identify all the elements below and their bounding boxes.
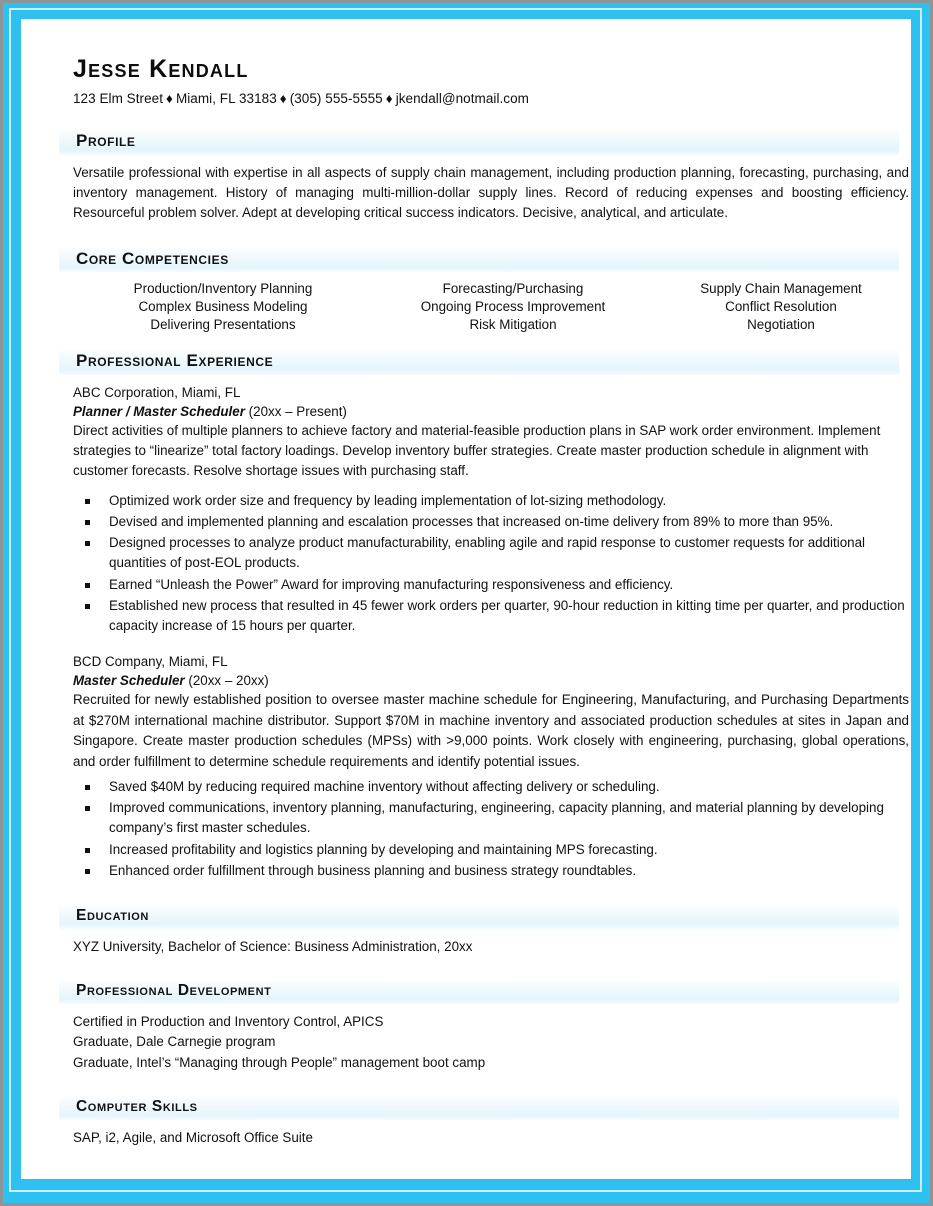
job-dates-value: (20xx – 20xx) (188, 673, 269, 689)
job-dates-value: (20xx – Present) (248, 403, 347, 419)
list-item: Devised and implemented planning and escalation processes that increased on-time delivery from 89% to more than 95%. (73, 512, 909, 532)
list-item: Improved communications, inventory planning, manufacturing, engineering, capacity planning, and material planning by developing company’s first master schedules. (73, 798, 909, 838)
core-competencies-grid (73, 280, 909, 333)
education-entry: XYZ University, Bachelor of Science: Business Administration, 20xx (73, 938, 473, 954)
contact-separator-icon: ♦ (279, 91, 287, 106)
section-header-professional-development (59, 979, 899, 1004)
section-title-profile: Profile (76, 131, 136, 150)
section-title-core-competencies: Core Competencies (76, 248, 229, 268)
list-item: Risk Mitigation (469, 316, 557, 332)
list-item: Designed processes to analyze product manufacturability, enabling agile and rapid response to customer requests for additional quantities of post-EOL products. (73, 533, 909, 573)
development-entry: Graduate, Dale Carnegie program (73, 1034, 276, 1050)
job-bullet-list (73, 777, 909, 881)
section-header-core-competencies (59, 246, 899, 273)
list-item: Negotiation (747, 316, 815, 332)
section-header-professional-experience (59, 348, 899, 375)
competency-column (373, 280, 653, 333)
resume-document (21, 19, 911, 1179)
list-item: Earned “Unleash the Power” Award for improving manufacturing responsiveness and efficiency. (73, 575, 909, 595)
section-title-computer-skills: Computer Skills (76, 1098, 198, 1116)
section-title-education: Education (76, 906, 149, 924)
development-entry: Certified in Production and Inventory Control, APICS (73, 1013, 384, 1029)
job-title-line (73, 402, 881, 421)
section-header-profile (59, 128, 899, 155)
job-summary: Direct activities of multiple planners to achieve factory and material-feasible production plans in SAP work order environment. Implement strategies to “linearize” total factory loadings. Develop inventory buffer strategies. Create master production schedule in alignment with customer forecasts. Resolve shortage issues with purchasing staff. (73, 422, 881, 479)
contact-address: 123 Elm Street (73, 91, 163, 106)
section-title-professional-experience: Professional Experience (76, 351, 274, 371)
page-title: Jesse Kendall (73, 55, 249, 83)
list-item: Supply Chain Management (700, 281, 862, 297)
contact-email: jkendall@notmail.com (395, 91, 529, 106)
skills-entry: SAP, i2, Agile, and Microsoft Office Suite (73, 1129, 313, 1145)
contact-city-state-zip: Miami, FL 33183 (175, 91, 277, 106)
list-item: Enhanced order fulfillment through business planning and business strategy roundtables. (73, 861, 909, 881)
job-company: BCD Company, Miami, FL (73, 654, 228, 670)
list-item: Increased profitability and logistics planning by developing and maintaining MPS forecasting. (73, 840, 909, 860)
section-title-professional-development: Professional Development (76, 982, 272, 1000)
list-item: Delivering Presentations (150, 316, 296, 332)
job-title: Master Scheduler (73, 673, 185, 689)
list-item: Complex Business Modeling (138, 298, 308, 314)
job-title-line (73, 671, 881, 690)
contact-phone: (305) 555-5555 (289, 91, 383, 106)
contact-separator-icon: ♦ (166, 91, 173, 106)
job-company: ABC Corporation, Miami, FL (73, 384, 241, 400)
list-item: Forecasting/Purchasing (442, 281, 584, 297)
list-item: Saved $40M by reducing required machine inventory without affecting delivery or scheduling. (73, 777, 909, 797)
list-item: Optimized work order size and frequency by leading implementation of lot-sizing methodology. (73, 491, 909, 511)
section-header-education (59, 904, 899, 929)
development-entry: Graduate, Intel’s “Managing through People” management boot camp (73, 1054, 486, 1070)
job-title: Planner / Master Scheduler (73, 403, 245, 419)
section-header-computer-skills (59, 1095, 899, 1120)
list-item: Conflict Resolution (725, 298, 837, 314)
list-item: Established new process that resulted in 45 fewer work orders per quarter, 90-hour reduction in kitting time per quarter, and production capacity increase of 15 hours per quarter. (73, 596, 909, 636)
contact-line (73, 91, 881, 106)
competency-column (73, 280, 373, 333)
contact-separator-icon: ♦ (385, 91, 393, 106)
job-summary: Recruited for newly established position to oversee master machine schedule for Engineering, Manufacturing, and Purchasing Departments at $270M international machine distributor. Support $70M in machine inventory and associated production schedules at sites in Japan and Singapore. Create master production schedules (MPSs) with >9,000 points. Work closely with engineering, purchasing, global operations, and order fulfillment to determine schedule requirements and identify potential issues. (73, 692, 909, 769)
competency-column (653, 280, 909, 333)
list-item: Production/Inventory Planning (133, 281, 313, 297)
list-item: Ongoing Process Improvement (420, 298, 606, 314)
job-bullet-list (73, 491, 909, 636)
profile-text: Versatile professional with expertise in all aspects of supply chain management, including production planning, forecasting, purchasing, and inventory management. History of managing multi-million-dollar supply lines. Record of reducing expenses and boosting efficiency. Resourceful problem solver. Adept at developing critical success indicators. Decisive, analytical, and articulate. (73, 164, 909, 221)
